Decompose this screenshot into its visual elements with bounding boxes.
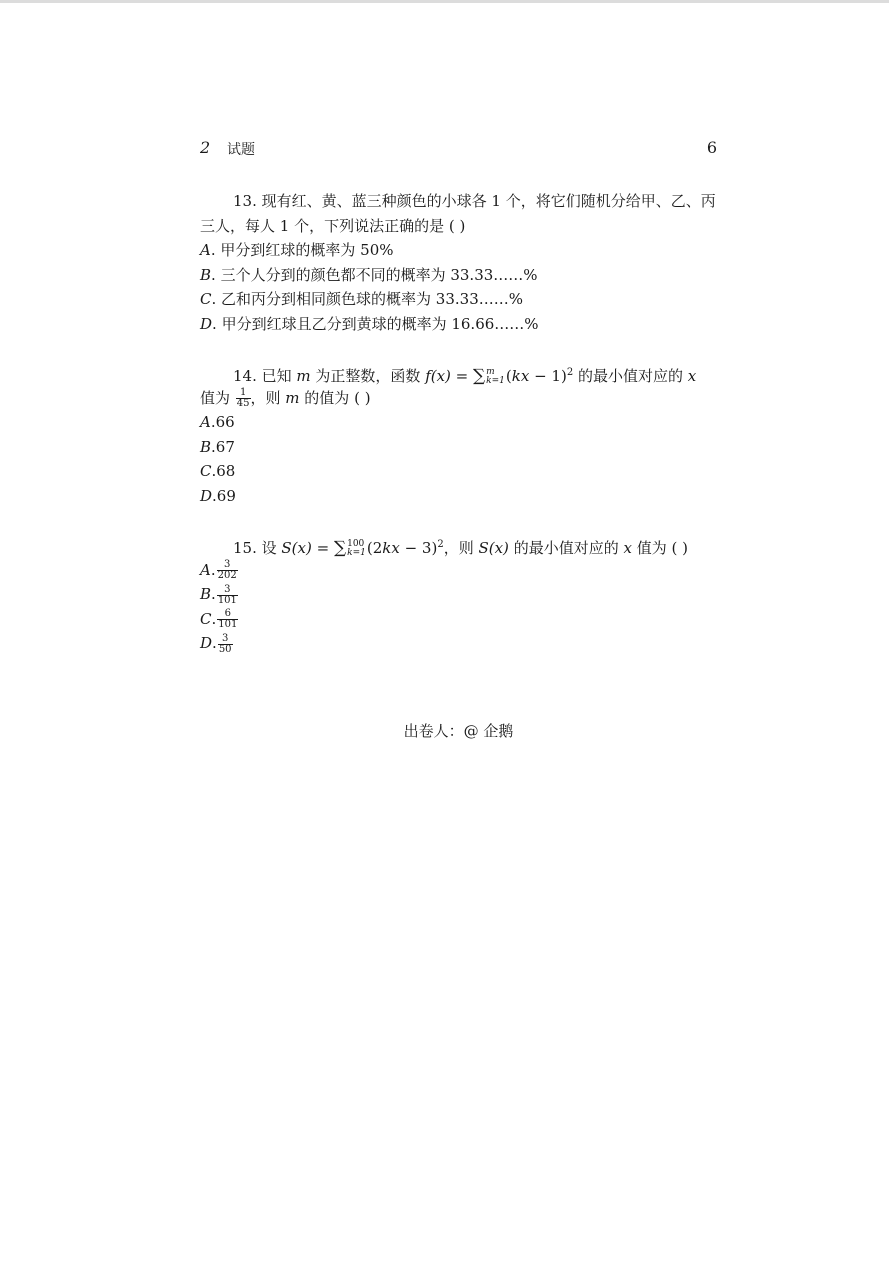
q14-mid-text: 为正整数，函数 bbox=[310, 367, 426, 385]
option-text: . 三个人分到的颜色都不同的概率为 33.33……% bbox=[211, 265, 538, 284]
q14-line2-prefix: 值为 bbox=[200, 388, 235, 407]
page-header bbox=[200, 138, 717, 160]
q15-stem bbox=[200, 533, 720, 558]
q13-option-b bbox=[200, 263, 720, 288]
q13-option-a bbox=[200, 238, 720, 263]
option-fraction bbox=[217, 609, 238, 630]
option-letter: C bbox=[200, 609, 212, 628]
fraction bbox=[236, 388, 251, 409]
option-fraction bbox=[218, 634, 233, 655]
expr-kx: kx bbox=[382, 539, 400, 557]
q15-mid-text-2: 的最小值对应的 bbox=[508, 539, 624, 557]
sum-symbol: ∑ bbox=[473, 366, 486, 386]
fraction-numerator: 1 bbox=[236, 388, 251, 399]
q15-option-d: D. $\frac{3}{50}$ bbox=[200, 632, 232, 655]
option-letter: D bbox=[200, 314, 213, 333]
equals-sign: = bbox=[450, 367, 474, 385]
function-fx: f(x) bbox=[425, 367, 451, 385]
expr-kx: kx bbox=[511, 367, 530, 385]
expr-open: ( bbox=[505, 367, 512, 385]
option-letter: A bbox=[200, 560, 211, 579]
question-13 bbox=[200, 189, 720, 336]
var-m: m bbox=[285, 388, 300, 407]
q15-option-a: A. $\frac{3}{202}$ bbox=[200, 559, 237, 581]
option-letter: A bbox=[200, 241, 211, 259]
q14-prefix: 14. 已知 bbox=[233, 367, 297, 385]
sum-limits bbox=[486, 368, 505, 386]
fraction-numerator: 3 bbox=[218, 634, 233, 645]
sum-upper: 100 bbox=[347, 539, 365, 549]
option-text: .68 bbox=[211, 462, 236, 480]
q14-option-a bbox=[200, 410, 720, 435]
sum-limits bbox=[347, 540, 366, 558]
option-text: . 甲分到红球的概率为 50% bbox=[210, 241, 394, 259]
option-text: .69 bbox=[212, 486, 236, 505]
fraction-denominator: 202 bbox=[217, 570, 237, 581]
question-14 bbox=[200, 361, 720, 508]
option-text: .66 bbox=[210, 413, 235, 431]
equals-sign: = bbox=[311, 539, 334, 557]
option-text: .67 bbox=[211, 437, 235, 456]
fraction-denominator: 50 bbox=[218, 643, 232, 655]
q15-suffix: 值为 ( ) bbox=[631, 539, 688, 557]
q14-line2-mid: ，则 bbox=[250, 388, 286, 407]
q14-mid-text-2: 的最小值对应的 bbox=[573, 367, 688, 385]
option-fraction bbox=[217, 560, 238, 581]
option-letter: D bbox=[200, 486, 213, 505]
exponent: 2 bbox=[437, 539, 444, 550]
var-x: x bbox=[687, 367, 697, 385]
q15-mid-text: ，则 bbox=[443, 539, 479, 557]
expr-close: − 1) bbox=[529, 367, 567, 385]
option-letter: B bbox=[200, 585, 212, 603]
q14-option-d bbox=[200, 484, 720, 509]
q13-option-d bbox=[200, 312, 720, 337]
fraction-numerator: 3 bbox=[217, 560, 238, 571]
sum-upper: m bbox=[486, 367, 495, 377]
var-x: x bbox=[623, 539, 632, 557]
expr-close: − 3) bbox=[399, 539, 438, 557]
fraction-denominator: 101 bbox=[217, 594, 237, 606]
exponent: 2 bbox=[566, 367, 574, 378]
q13-stem-line-2: 三人，每人 1 个，下列说法正确的是 ( ) bbox=[200, 216, 466, 235]
section-title: 试题 bbox=[227, 142, 255, 158]
fraction-denominator: 45 bbox=[236, 398, 250, 409]
q15-prefix: 15. 设 bbox=[233, 539, 282, 557]
sum-lower: k=1 bbox=[486, 376, 505, 386]
q14-option-c bbox=[200, 459, 720, 484]
expr-open: (2 bbox=[366, 539, 383, 557]
q14-line2-suffix: 的值为 ( ) bbox=[299, 388, 371, 407]
option-text: . 甲分到红球且乙分到黄球的概率为 16.66……% bbox=[212, 314, 539, 333]
q15-option-b: B. $\frac{3}{101}$ bbox=[200, 583, 237, 606]
q14-stem-line-2 bbox=[200, 386, 720, 411]
q13-option-c bbox=[200, 287, 720, 312]
option-letter: B bbox=[200, 265, 212, 284]
sum-lower: k=1 bbox=[347, 548, 366, 558]
option-letter: A bbox=[200, 413, 211, 431]
option-text: . 乙和丙分到相同颜色球的概率为 33.33……% bbox=[211, 290, 523, 308]
var-m: m bbox=[296, 367, 311, 385]
author-footer: 出卷人：@ 企鹅 bbox=[403, 722, 514, 740]
section-number: 2 bbox=[200, 138, 211, 157]
q15-option-c: C. $\frac{6}{101}$ bbox=[200, 608, 238, 630]
fraction-numerator: 3 bbox=[217, 585, 238, 596]
fraction-denominator: 101 bbox=[218, 619, 238, 630]
function-sx: S(x) bbox=[281, 539, 312, 557]
function-sx: S(x) bbox=[478, 539, 509, 557]
fraction-numerator: 6 bbox=[217, 609, 238, 620]
question-15 bbox=[200, 533, 720, 656]
page-number: 6 bbox=[706, 138, 717, 157]
sum-symbol: ∑ bbox=[333, 538, 347, 558]
page-top-edge bbox=[0, 0, 889, 3]
option-letter: B bbox=[200, 437, 212, 456]
option-fraction bbox=[217, 585, 238, 606]
q14-option-b bbox=[200, 435, 720, 460]
option-letter: C bbox=[200, 462, 212, 480]
q13-stem-line-1: 13. 现有红、黄、蓝三种颜色的小球各 1 个，将它们随机分给甲、乙、丙 bbox=[233, 192, 716, 210]
q14-stem-line-1 bbox=[200, 361, 720, 386]
option-letter: C bbox=[200, 290, 212, 308]
option-letter: D bbox=[200, 634, 213, 652]
